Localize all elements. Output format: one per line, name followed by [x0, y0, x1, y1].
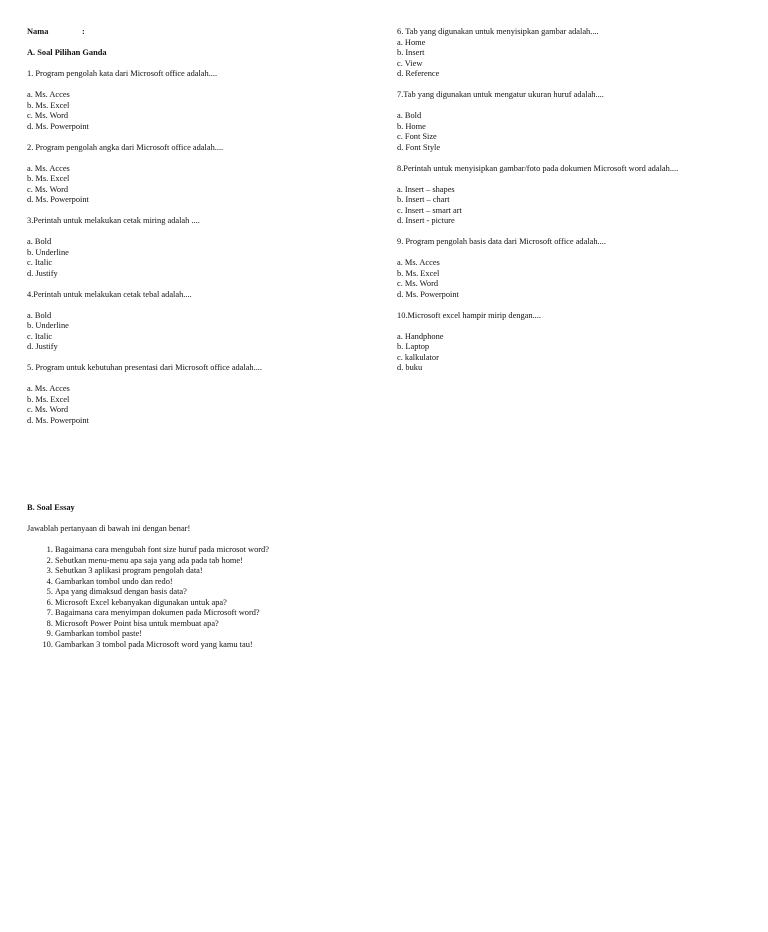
question-block — [397, 164, 742, 238]
answer-option: d. Reference — [397, 69, 440, 78]
essay-item: 1. Bagaimana cara mengubah font size huruf pada microsot word? — [55, 545, 727, 556]
answer-option: a. Insert – shapes — [397, 184, 455, 194]
answer-option: a. Handphone — [397, 331, 444, 341]
left-column — [27, 27, 377, 437]
essay-item: 7. Bagaimana cara menyimpan dokumen pada Microsoft word? — [55, 608, 727, 619]
answer-option: d. Ms. Powerpoint — [397, 289, 459, 299]
answer-option: c. Ms. Word — [397, 279, 439, 288]
answer-option: d. Ms. Powerpoint — [27, 195, 89, 204]
answer-option: a. Ms. Acces — [27, 384, 70, 393]
essay-item: 5. Apa yang dimaksud dengan basis data? — [55, 587, 727, 598]
essay-item: 6. Microsoft Excel kebanyakan digunakan untuk apa? — [55, 598, 727, 609]
answer-option: b. Ms. Excel — [397, 268, 440, 278]
essay-list — [27, 545, 727, 650]
question-block — [397, 27, 742, 90]
essay-instruction: Jawablah pertanyaan di bawah ini dengan benar! — [27, 524, 191, 533]
name-label: Nama — [27, 27, 49, 36]
answer-option: b. Ms. Excel — [27, 100, 70, 110]
name-colon: : — [82, 27, 85, 36]
answer-option: c. Italic — [27, 258, 53, 267]
essay-item: 3. Sebutkan 3 aplikasi program pengolah data! — [55, 566, 727, 577]
answer-option: b. Insert — [397, 48, 425, 57]
question-block — [397, 90, 742, 164]
question-text: 10.Microsoft excel hampir mirip dengan.... — [397, 310, 541, 320]
question-text: 5. Program untuk kebutuhan presentasi dari Microsoft office adalah.... — [27, 363, 262, 372]
answer-option: c. Italic — [27, 331, 53, 341]
essay-item: 8. Microsoft Power Point bisa untuk membuat apa? — [55, 619, 727, 630]
answer-option: b. Underline — [27, 321, 69, 330]
answer-option: c. Ms. Word — [27, 184, 69, 194]
essay-item: 10. Gambarkan 3 tombol pada Microsoft word yang kamu tau! — [55, 640, 727, 651]
answer-option: b. Ms. Excel — [27, 174, 70, 183]
question-text: 3.Perintah untuk melakukan cetak miring adalah .... — [27, 216, 200, 225]
question-text: 7.Tab yang digunakan untuk mengatur ukuran huruf adalah.... — [397, 90, 604, 99]
answer-option: d. Justify — [27, 268, 58, 278]
question-text: 8.Perintah untuk menyisipkan gambar/foto pada dokumen Microsoft word adalah.... — [397, 163, 679, 173]
question-block — [397, 237, 742, 311]
answer-option: b. Laptop — [397, 342, 430, 351]
answer-option: b. Underline — [27, 247, 69, 257]
answer-option: a. Ms. Acces — [27, 90, 70, 99]
answer-option: a. Home — [397, 37, 426, 47]
question-block — [27, 363, 377, 437]
answer-option: a. Ms. Acces — [27, 163, 70, 173]
name-field — [27, 27, 377, 38]
answer-option: a. Bold — [27, 237, 52, 246]
essay-item: 4. Gambarkan tombol undo dan redo! — [55, 577, 727, 588]
question-block — [27, 290, 377, 364]
question-block — [27, 143, 377, 217]
question-block — [27, 69, 377, 143]
question-text: 1. Program pengolah kata dari Microsoft office adalah.... — [27, 69, 218, 78]
answer-option: d. buku — [397, 363, 423, 372]
answer-option: a. Bold — [27, 310, 52, 320]
answer-option: b. Insert – chart — [397, 195, 450, 204]
right-column — [397, 27, 742, 384]
answer-option: d. Justify — [27, 342, 58, 351]
answer-option: b. Ms. Excel — [27, 394, 70, 404]
answer-option: d. Ms. Powerpoint — [27, 415, 89, 425]
section-b-title: B. Soal Essay — [27, 503, 75, 512]
question-text: 9. Program pengolah basis data dari Microsoft office adalah.... — [397, 237, 606, 246]
essay-item: 2. Sebutkan menu-menu apa saja yang ada pada tab home! — [55, 556, 727, 567]
answer-option: d. Font Style — [397, 142, 441, 152]
question-block — [27, 216, 377, 290]
answer-option: b. Home — [397, 121, 426, 131]
question-text: 2. Program pengolah angka dari Microsoft office adalah.... — [27, 142, 224, 152]
answer-option: c. Ms. Word — [27, 111, 69, 120]
answer-option: d. Insert - picture — [397, 216, 455, 225]
answer-option: a. Bold — [397, 111, 422, 120]
question-block — [397, 311, 742, 385]
essay-item: 9. Gambarkan tombol paste! — [55, 629, 727, 640]
answer-option: c. kalkulator — [397, 352, 439, 362]
answer-option: c. Font Size — [397, 132, 437, 141]
question-text: 4.Perintah untuk melakukan cetak tebal adalah.... — [27, 289, 192, 299]
answer-option: c. Ms. Word — [27, 405, 69, 414]
essay-section — [27, 503, 727, 650]
answer-option: d. Ms. Powerpoint — [27, 121, 89, 131]
questions-left — [27, 69, 377, 437]
answer-option: a. Ms. Acces — [397, 258, 440, 267]
answer-option: c. View — [397, 58, 423, 68]
answer-option: c. Insert – smart art — [397, 205, 462, 215]
section-a-title: A. Soal Pilihan Ganda — [27, 48, 107, 57]
question-text: 6. Tab yang digunakan untuk menyisipkan gambar adalah.... — [397, 27, 599, 36]
questions-right — [397, 27, 742, 384]
